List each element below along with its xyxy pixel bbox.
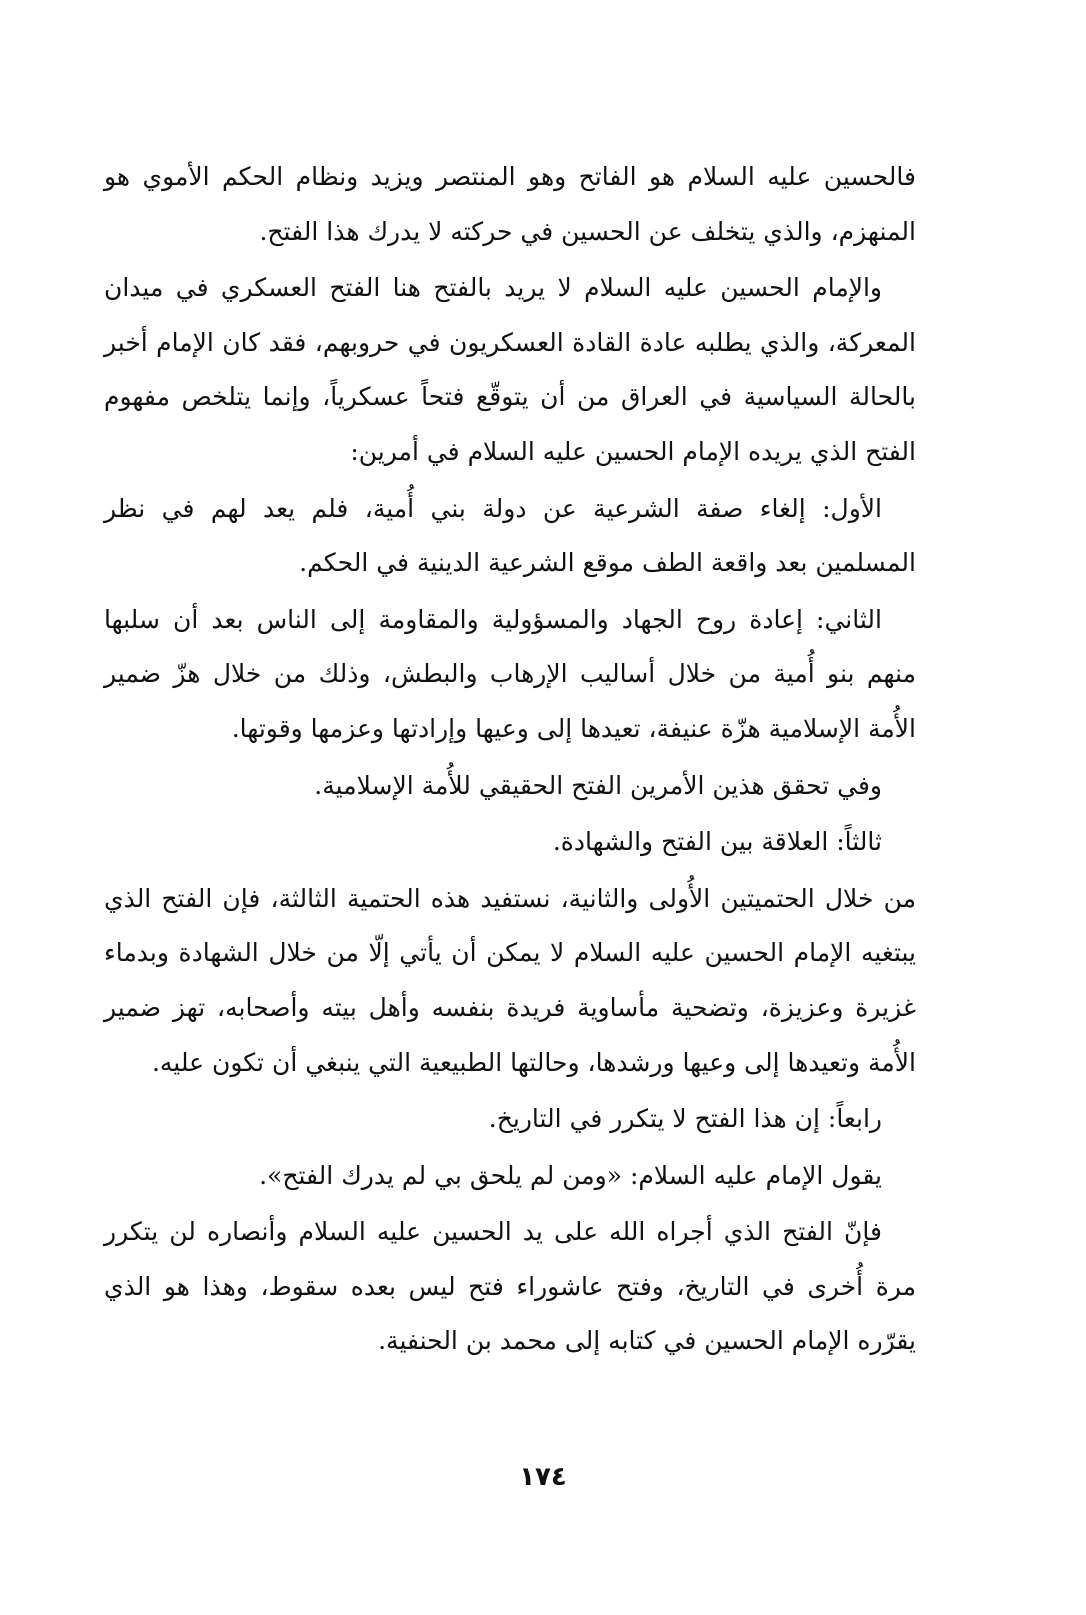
paragraph-10: فإنّ الفتح الذي أجراه الله على يد الحسين عليه السلام وأنصاره لن يتكرر مرة أُخرى في التاريخ، وفتح عاشوراء فتح ليس بعده سقوط، وهذا هو الذي يقرّره الإمام الحسين في كتابه إلى محمد بن الحنفية. xyxy=(104,1217,916,1356)
quote-paragraph: يقول الإمام عليه السلام: «ومن لم يلحق بي لم يدرك الفتح». xyxy=(259,1160,882,1190)
paragraph-second-point: الثاني: إعادة روح الجهاد والمسؤولية والمقاومة إلى الناس بعد أن سلبها منهم بنو أُمية من خلال أساليب الإرهاب والبطش، وذلك من خلال هزّ ضمير الأُمة الإسلامية هزّة عنيفة، تعيدها إلى وعيها وإرادتها وعزمها وقوتها. xyxy=(104,604,916,743)
heading-fourth-point: رابعاً: إن هذا الفتح لا يتكرر في التاريخ. xyxy=(488,1104,882,1134)
paragraph-1: فالحسين عليه السلام هو الفاتح وهو المنتصر ويزيد ونظام الحكم الأموي هو المنهزم، والذي يتخلف عن الحسين في حركته لا يدرك هذا الفتح. xyxy=(104,162,916,246)
paragraph-7: من خلال الحتميتين الأُولى والثانية، نستفيد هذه الحتمية الثالثة، فإن الفتح الذي يبتغيه الإمام الحسين عليه السلام لا يمكن أن يأتي إلّا من خلال الشهادة وبدماء غزيرة وعزيزة، وتضحية مأساوية فريدة بنفسه وأهل بيته وأصحابه، تهز ضمير الأُمة وتعيدها إلى وعيها ورشدها، وحالتها الطبيعية التي ينبغي أن تكون عليه. xyxy=(104,883,916,1077)
heading-third-point: ثالثاً: العلاقة بين الفتح والشهادة. xyxy=(552,827,882,857)
paragraph-5: وفي تحقق هذين الأمرين الفتح الحقيقي للأُمة الإسلامية. xyxy=(314,770,882,800)
page-body xyxy=(104,150,916,1371)
page-number: ١٧٤ xyxy=(519,1462,567,1492)
paragraph-first-point: الأول: إلغاء صفة الشرعية عن دولة بني أُمية، فلم يعد لهم في نظر المسلمين بعد واقعة الطف موقع الشرعية الدينية في الحكم. xyxy=(104,493,916,578)
paragraph-2: والإمام الحسين عليه السلام لا يريد بالفتح هنا الفتح العسكري في ميدان المعركة، والذي يطلبه عادة القادة العسكريون في حروبهم، فقد كان الإمام أخبر بالحالة السياسية في العراق من أن يتوقّع فتحاً عسكرياً، وإنما يتلخص مفهوم الفتح الذي يريده الإمام الحسين عليه السلام في أمرين: xyxy=(104,273,916,466)
